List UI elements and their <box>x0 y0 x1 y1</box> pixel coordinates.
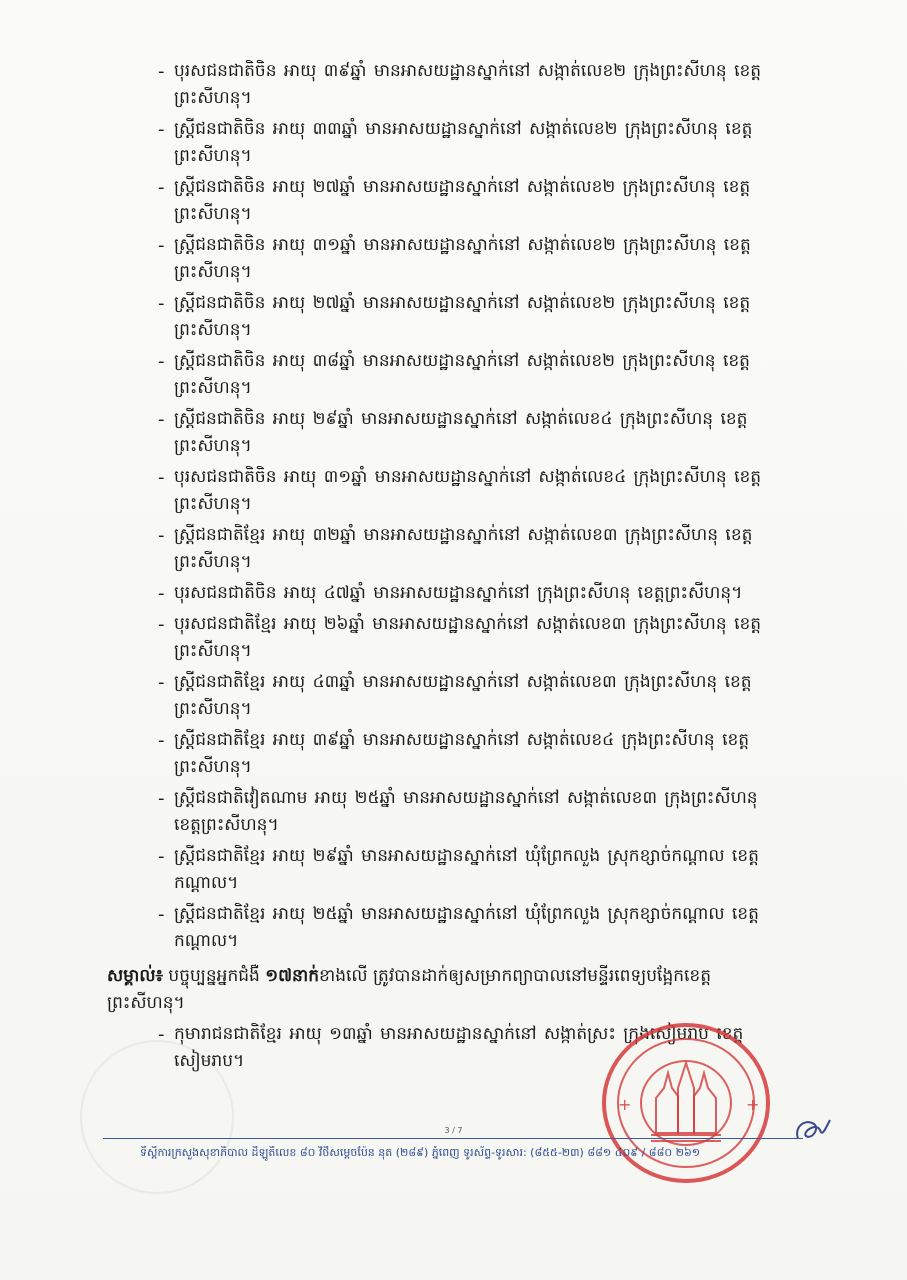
list-item-line1: ស្ត្រីជនជាតិចិន អាយុ ២៩ឆ្នាំ មានអាសយដ្ឋានស្នាក់នៅ សង្កាត់លេខ៤ ក្រុងព្រះសីហនុ ខេត្ត <box>174 409 748 429</box>
list-item <box>158 174 848 228</box>
list-item-line1: ស្ត្រីជនជាតិចិន អាយុ ៣៣ឆ្នាំ មានអាសយដ្ឋានស្នាក់នៅ សង្កាត់លេខ២ ក្រុងព្រះសីហនុ ខេត្ត <box>174 119 753 139</box>
list-item-text <box>174 785 848 839</box>
list-item <box>158 348 848 402</box>
list-item-line1: បុរសជនជាតិចិន អាយុ ៤៧ឆ្នាំ មានអាសយដ្ឋានស្នាក់នៅ ក្រុងព្រះសីហនុ ខេត្តព្រះសីហនុ។ <box>174 583 743 603</box>
list-item <box>158 522 848 576</box>
list-item-line1: បុរសជនជាតិចិន អាយុ ៣១ឆ្នាំ មានអាសយដ្ឋានស្នាក់នៅ សង្កាត់លេខ៤ ក្រុងព្រះសីហនុ ខេត្ត <box>174 467 762 487</box>
list-item-line2: ខេត្តព្រះសីហនុ។ <box>174 815 279 835</box>
bullet-dash: - <box>158 788 165 809</box>
note-text-after: ខាងលើ ត្រូវបានដាក់ឲ្យសម្រាកព្យាបាលនៅមន្ទីរពេទ្យបង្អែកខេត្ត <box>319 966 712 986</box>
list-item-line1: ស្ត្រីជនជាតិចិន អាយុ ៣១ឆ្នាំ មានអាសយដ្ឋានស្នាក់នៅ សង្កាត់លេខ២ ក្រុងព្រះសីហនុ ខេត្ត <box>174 235 751 255</box>
bullet-dash: - <box>158 672 165 693</box>
note-label: សម្គាល់៖ <box>107 966 164 986</box>
list-item <box>158 464 848 518</box>
svg-text:+: + <box>746 1095 760 1114</box>
list-item-line2: ព្រះសីហនុ។ <box>174 146 252 166</box>
svg-text:+: + <box>618 1095 632 1114</box>
list-item-line2: ព្រះសីហនុ។ <box>174 262 252 282</box>
signature-mark <box>790 1110 840 1150</box>
bullet-dash: - <box>158 235 165 256</box>
list-item <box>158 785 848 839</box>
list-item-line1: ស្ត្រីជនជាតិខ្មែរ អាយុ ៣២ឆ្នាំ មានអាសយដ្ឋានស្នាក់នៅ សង្កាត់លេខ៣ ក្រុងព្រះសីហនុ ខេត្ត <box>174 525 753 545</box>
list-item-text <box>174 843 848 897</box>
list-item-text <box>174 58 848 112</box>
list-item-line2: ព្រះសីហនុ។ <box>174 436 252 456</box>
list-item-line2: ព្រះសីហនុ។ <box>174 378 252 398</box>
list-item <box>158 611 848 665</box>
note-line2: ព្រះសីហនុ។ <box>107 993 185 1013</box>
list-item-text <box>174 580 848 607</box>
list-item-line2: ព្រះសីហនុ។ <box>174 88 252 108</box>
bullet-dash: - <box>158 1024 165 1045</box>
case-list <box>158 58 848 959</box>
bullet-dash: - <box>158 730 165 751</box>
bullet-dash: - <box>158 525 165 546</box>
list-item-line2: ព្រះសីហនុ។ <box>174 552 252 572</box>
list-item-line2: ព្រះសីហនុ។ <box>174 699 252 719</box>
note-paragraph <box>107 963 852 1017</box>
bullet-dash: - <box>158 614 165 635</box>
list-item-line2: ព្រះសីហនុ។ <box>174 204 252 224</box>
list-item-text <box>174 232 848 286</box>
page-number: 3 / 7 <box>444 1126 463 1135</box>
list-item-line1: ស្ត្រីជនជាតិខ្មែរ អាយុ ២៥ឆ្នាំ មានអាសយដ្ឋានស្នាក់នៅ ឃុំព្រែកលួង ស្រុកខ្សាច់កណ្តាល ខេត្ត <box>174 904 759 924</box>
bullet-dash: - <box>158 177 165 198</box>
list-item-line2: សៀមរាប។ <box>174 1051 245 1071</box>
list-item-line1: ស្ត្រីជនជាតិចិន អាយុ ២៧ឆ្នាំ មានអាសយដ្ឋានស្នាក់នៅ សង្កាត់លេខ២ ក្រុងព្រះសីហនុ ខេត្ត <box>174 293 751 313</box>
bullet-dash: - <box>158 904 165 925</box>
list-item-text <box>174 522 848 576</box>
list-item-line1: កុមារាជនជាតិខ្មែរ អាយុ ១៣ឆ្នាំ មានអាសយដ្ឋានស្នាក់នៅ សង្កាត់ស្រះ ក្រុងសៀមរាប ខេត្ត <box>174 1024 744 1044</box>
list-item-line2: កណ្តាល។ <box>174 873 239 893</box>
list-item <box>158 901 848 955</box>
list-item-text <box>174 116 848 170</box>
list-item <box>158 116 848 170</box>
list-item <box>158 290 848 344</box>
list-item-line1: បុរសជនជាតិខ្មែរ អាយុ ២៦ឆ្នាំ មានអាសយដ្ឋានស្នាក់នៅ សង្កាត់លេខ៣ ក្រុងព្រះសីហនុ ខេត្ត <box>174 614 762 634</box>
list-item-line1: ស្ត្រីជនជាតិវៀតណាម អាយុ ២៥ឆ្នាំ មានអាសយដ្ឋានស្នាក់នៅ សង្កាត់លេខ៣ ក្រុងព្រះសីហនុ <box>174 788 758 808</box>
list-item-line1: បុរសជនជាតិចិន អាយុ ៣៩ឆ្នាំ មានអាសយដ្ឋានស្នាក់នៅ សង្កាត់លេខ២ ក្រុងព្រះសីហនុ ខេត្ត <box>174 61 762 81</box>
list-item-line1: ស្ត្រីជនជាតិខ្មែរ អាយុ ៤៣ឆ្នាំ មានអាសយដ្ឋានស្នាក់នៅ សង្កាត់លេខ៣ ក្រុងព្រះសីហនុ ខេត្ត <box>174 672 752 692</box>
list-item-text <box>174 348 848 402</box>
official-stamp <box>596 1018 776 1188</box>
list-item <box>158 727 848 781</box>
list-item <box>158 58 848 112</box>
list-item <box>158 843 848 897</box>
bullet-dash: - <box>158 293 165 314</box>
list-item-text <box>174 406 848 460</box>
list-item-line2: ព្រះសីហនុ។ <box>174 494 252 514</box>
note-count: ១៧នាក់ <box>265 966 320 986</box>
list-item-line2: កណ្តាល។ <box>174 931 239 951</box>
footer-address: ទីស្តីការក្រសួងសុខាភិបាល ដីឡូតិ៍លេខ ៨០ វិថីសម្តេចប៉ែន នុត (២៨៩) ភ្នំពេញ ទូរស័ព្ទ-ទូរសារ: (៨៥៥-២៣) ៨៨១ ៤០៩ / ៨៨០ ២៦១ <box>140 1146 701 1159</box>
bullet-dash: - <box>158 351 165 372</box>
list-item-text <box>174 727 848 781</box>
bullet-dash: - <box>158 119 165 140</box>
list-item <box>158 232 848 286</box>
list-item-line1: ស្ត្រីជនជាតិខ្មែរ អាយុ ៣៩ឆ្នាំ មានអាសយដ្ឋានស្នាក់នៅ សង្កាត់លេខ៤ ក្រុងព្រះសីហនុ ខេត្ត <box>174 730 750 750</box>
list-item <box>158 669 848 723</box>
list-item-text <box>174 669 848 723</box>
list-item-text <box>174 290 848 344</box>
list-item-line1: ស្ត្រីជនជាតិខ្មែរ អាយុ ២៩ឆ្នាំ មានអាសយដ្ឋានស្នាក់នៅ ឃុំព្រែកលួង ស្រុកខ្សាច់កណ្តាល ខេត្ត <box>174 846 759 866</box>
bullet-dash: - <box>158 61 165 82</box>
list-item-text <box>174 901 848 955</box>
list-item-text <box>174 611 848 665</box>
bullet-dash: - <box>158 409 165 430</box>
list-item-line1: ស្ត្រីជនជាតិចិន អាយុ ២៧ឆ្នាំ មានអាសយដ្ឋានស្នាក់នៅ សង្កាត់លេខ២ ក្រុងព្រះសីហនុ ខេត្ត <box>174 177 751 197</box>
footer-divider <box>103 1138 803 1139</box>
list-item-line2: ព្រះសីហនុ។ <box>174 757 252 777</box>
list-item <box>158 406 848 460</box>
bullet-dash: - <box>158 846 165 867</box>
list-item-line1: ស្ត្រីជនជាតិចិន អាយុ ៣៨ឆ្នាំ មានអាសយដ្ឋានស្នាក់នៅ សង្កាត់លេខ២ ក្រុងព្រះសីហនុ ខេត្ត <box>174 351 750 371</box>
note-text-before: បច្ចុប្បន្នអ្នកជំងឺ <box>163 966 266 986</box>
list-item-line2: ព្រះសីហនុ។ <box>174 320 252 340</box>
list-item-text <box>174 174 848 228</box>
bullet-dash: - <box>158 467 165 488</box>
list-item-text <box>174 464 848 518</box>
list-item <box>158 580 848 607</box>
bullet-dash: - <box>158 583 165 604</box>
list-item-line2: ព្រះសីហនុ។ <box>174 641 252 661</box>
